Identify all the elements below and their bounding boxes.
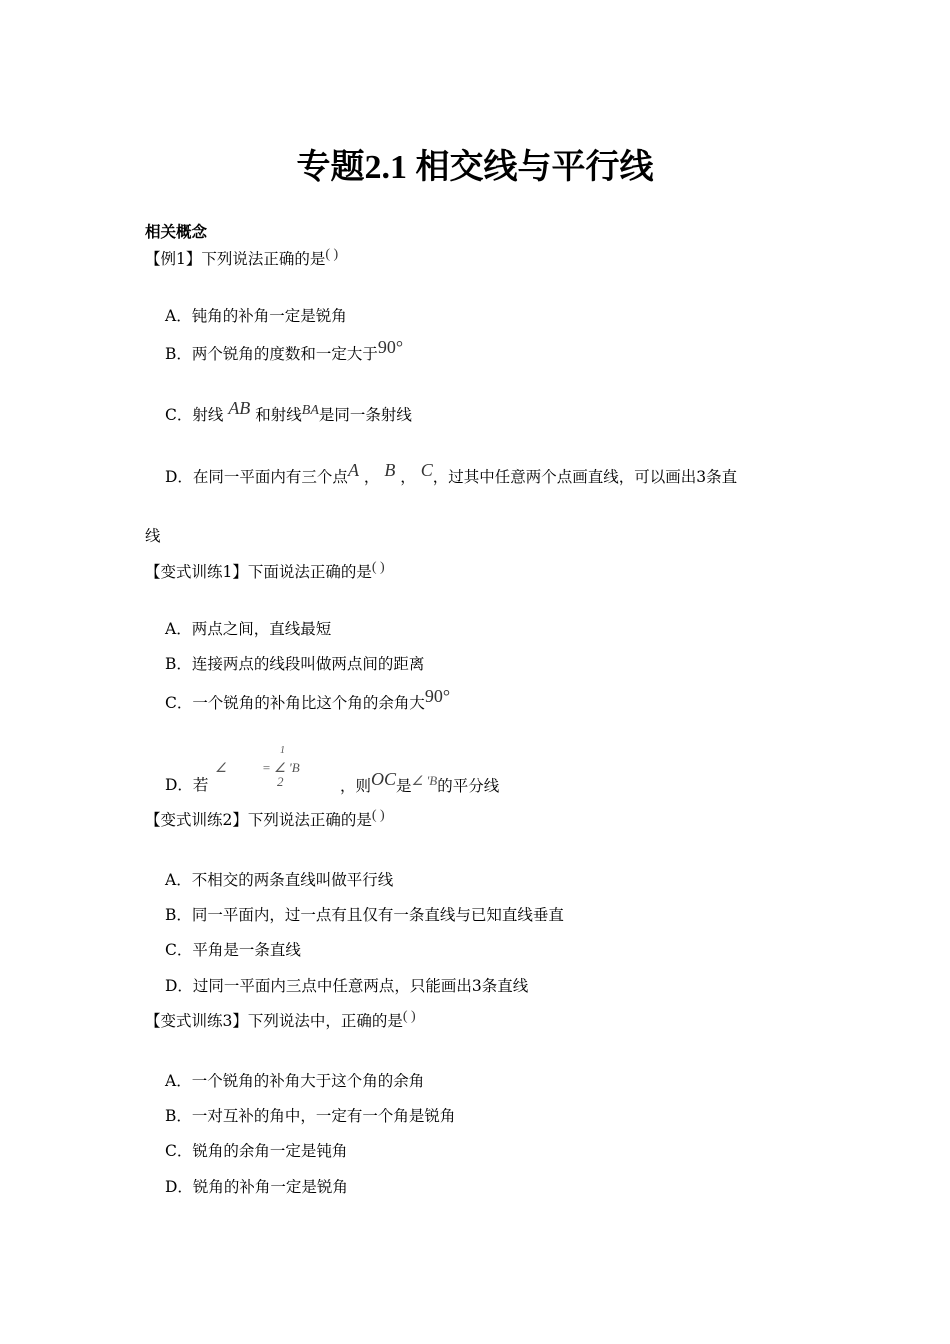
- math-point-a: A: [347, 460, 359, 480]
- option-d: [165, 460, 738, 487]
- math-fragment-denominator: 2: [277, 774, 284, 789]
- option-c: [165, 686, 451, 713]
- option-b: [165, 337, 404, 364]
- math-fragment-equation: = ∠ 'B: [262, 760, 300, 775]
- question-3: [145, 810, 385, 832]
- option-text: 是同一条射线: [318, 406, 412, 424]
- question-stem: 【变式训练1】下面说法正确的是: [145, 563, 372, 581]
- option-a: A．两点之间，直线最短: [165, 620, 332, 638]
- option-d: D．过同一平面内三点中任意两点，只能画出3条直线: [165, 977, 529, 995]
- option-b: B．连接两点的线段叫做两点间的距离: [165, 655, 425, 673]
- option-text: D．在同一平面内有三个点: [165, 468, 348, 486]
- option-a: A．一个锐角的补角大于这个角的余角: [165, 1072, 425, 1090]
- question-stem: 【变式训练2】下列说法正确的是: [145, 811, 372, 829]
- answer-paren: ( ): [371, 808, 385, 823]
- comma: ，: [400, 468, 416, 486]
- math-90-degrees: 90°: [377, 337, 404, 357]
- option-text: C．射线: [165, 406, 224, 424]
- math-fragment-numerator: 1: [280, 745, 285, 756]
- option-text: D．若: [165, 776, 209, 794]
- section-heading: 相关概念: [145, 222, 208, 241]
- option-d-tail: [340, 769, 500, 797]
- answer-paren: ( ): [371, 560, 385, 575]
- option-text: C．一个锐角的补角比这个角的余角大: [165, 694, 425, 712]
- option-text: ，则: [340, 777, 372, 795]
- option-b: B．一对互补的角中，一定有一个角是锐角: [165, 1107, 456, 1125]
- option-text: B．两个锐角的度数和一定大于: [165, 345, 378, 363]
- option-text: 和射线: [255, 406, 302, 424]
- option-text: 是: [396, 777, 412, 795]
- question-stem: 【变式训练3】下列说法中，正确的是: [145, 1012, 403, 1030]
- question-1: [145, 249, 338, 271]
- option-b: B．同一平面内，过一点有且仅有一条直线与已知直线垂直: [165, 906, 564, 924]
- math-ray-ab: AB: [228, 398, 251, 418]
- math-point-b: B: [384, 460, 396, 480]
- question-4: [145, 1011, 416, 1033]
- math-fragment-angle: ∠: [215, 760, 227, 775]
- math-fragment-angle: ∠ 'B: [411, 773, 438, 788]
- page-title: 专题2.1 相交线与平行线: [296, 149, 654, 186]
- option-c: C．平角是一条直线: [165, 941, 301, 959]
- option-d: [165, 775, 208, 795]
- question-2: [145, 562, 385, 584]
- question-stem: 【例1】下列说法正确的是: [145, 250, 326, 268]
- option-a: A．钝角的补角一定是锐角: [165, 307, 347, 325]
- option-text: ，过其中任意两个点画直线，可以画出3条直: [432, 468, 738, 486]
- math-ray-ba: BA: [301, 403, 319, 418]
- math-ray-oc: OC: [371, 769, 397, 789]
- option-a: A．不相交的两条直线叫做平行线: [165, 871, 394, 889]
- answer-paren: ( ): [325, 247, 339, 262]
- math-90-degrees: 90°: [424, 686, 451, 706]
- answer-paren: ( ): [402, 1009, 416, 1024]
- comma: ，: [363, 468, 380, 486]
- option-d: D．锐角的补角一定是锐角: [165, 1178, 348, 1196]
- option-c: C．锐角的余角一定是钝角: [165, 1142, 348, 1160]
- option-d-continued: 线: [145, 527, 161, 545]
- option-c: [165, 398, 412, 427]
- option-text: 的平分线: [437, 777, 500, 795]
- math-point-c: C: [420, 460, 433, 480]
